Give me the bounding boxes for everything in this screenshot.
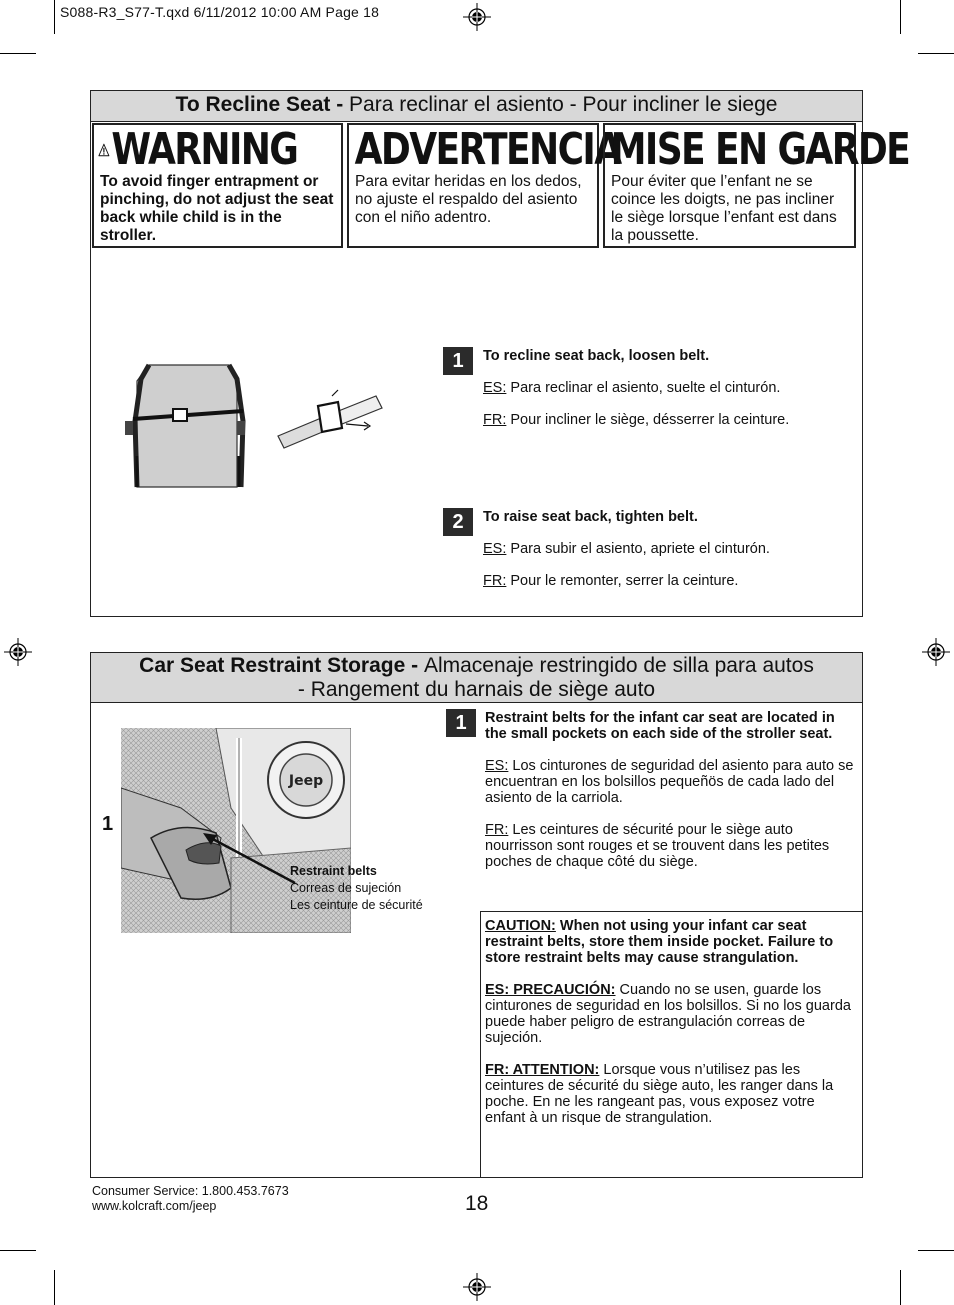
- step-text-es: ES: Los cinturones de seguridad del asiento para auto se encuentran en los bolsillos pequeñös de cada lado del asiento de la carriola.: [485, 758, 854, 806]
- seat-back-illustration: [119, 361, 249, 489]
- recline-heading-rest: Para reclinar el asiento - Pour incliner le siege: [349, 93, 778, 116]
- jeep-logo: Jeep: [288, 773, 324, 789]
- callout-label-es: Correas de sujeción: [290, 881, 402, 895]
- website-link[interactable]: www.kolcraft.com/jeep: [92, 1199, 217, 1213]
- registration-mark-icon: [463, 1273, 491, 1301]
- callout-label-en: Restraint belts: [290, 864, 377, 878]
- caution-en: CAUTION: When not using your infant car seat restraint belts, store them inside pocket. Failure to store restraint belts may cause strangulation.: [485, 918, 834, 966]
- recline-step-1: [483, 348, 853, 444]
- step-text-es: ES: Para subir el asiento, apriete el cinturón.: [483, 541, 770, 557]
- crop-mark: [54, 0, 55, 34]
- consumer-service: Consumer Service: 1.800.453.7673: [92, 1184, 289, 1198]
- step-text-en: To recline seat back, loosen belt.: [483, 348, 710, 364]
- step-number: 2: [443, 508, 473, 536]
- warning-title: MISE EN GARDE: [610, 124, 910, 175]
- file-slug: S088-R3_S77-T.qxd 6/11/2012 10:00 AM Page 18: [60, 4, 380, 20]
- figure-number: 1: [102, 813, 114, 835]
- step-text-es: ES: Para reclinar el asiento, suelte el cinturón.: [483, 380, 781, 396]
- footer-contact: [92, 1184, 289, 1214]
- crop-mark: [0, 1250, 36, 1251]
- storage-heading-rest1: Almacenaje restringido de silla para autos: [423, 654, 814, 677]
- recline-heading: [91, 91, 862, 122]
- warning-title: WARNING: [98, 127, 297, 173]
- step-text-fr: FR: Pour le remonter, serrer la ceinture.: [483, 573, 739, 589]
- caution-es: ES: PRECAUCIÓN: Cuando no se usen, guarde los cinturones de seguridad en los bolsillos. Si no los guarda puede haber peligro de estrangulación correas de sujeción.: [485, 982, 851, 1046]
- caution-fr: FR: ATTENTION: Lorsque vous n’utilisez pas les ceintures de sécurité du siège auto, les ranger dans la poche. En ne les rangeant pas, vous exposez votre enfant à un risque de strangulation.: [485, 1062, 834, 1126]
- storage-section: [90, 652, 863, 1178]
- buckle-illustration: [276, 386, 386, 456]
- crop-mark: [54, 1270, 55, 1305]
- storage-step-1: [485, 710, 855, 886]
- step-text-fr: FR: Pour incliner le siège, désserrer la ceinture.: [483, 412, 790, 428]
- warning-title: ADVERTENCIA: [354, 124, 621, 175]
- warning-triangle-icon: [98, 131, 110, 169]
- warning-text: To avoid finger entrapment or pinching, do not adjust the seat back while child is in the stroller.: [100, 173, 334, 244]
- storage-heading-bold: Car Seat Restraint Storage -: [139, 654, 424, 677]
- recline-section: [90, 90, 910, 617]
- callout-labels: [290, 863, 423, 914]
- warning-box-es: [347, 123, 621, 248]
- recline-step-2: [483, 509, 853, 605]
- step-text-en: Restraint belts for the infant car seat are located in the small pockets on each side of the stroller seat.: [485, 710, 835, 742]
- crop-mark: [918, 1250, 954, 1251]
- registration-mark-icon: [463, 3, 491, 31]
- storage-heading-rest2: - Rangement du harnais de siège auto: [297, 678, 656, 701]
- callout-arrow-icon: [201, 831, 296, 886]
- crop-mark: [900, 1270, 901, 1305]
- callout-label-fr: Les ceinture de sécurité: [290, 898, 423, 912]
- recline-heading-bold: To Recline Seat -: [175, 93, 350, 116]
- warning-text: Pour éviter que l’enfant ne se coince les doigts, ne pas incliner le siège lorsque l’enfant est dans la poussette.: [611, 173, 837, 244]
- caution-text: [485, 918, 853, 1142]
- storage-heading: [91, 653, 862, 703]
- step-number: 1: [443, 347, 473, 375]
- registration-mark-icon: [922, 638, 950, 666]
- registration-mark-icon: [4, 638, 32, 666]
- crop-mark: [918, 53, 954, 54]
- caution-box: [480, 911, 862, 1177]
- warning-text: Para evitar heridas en los dedos, no ajuste el respaldo del asiento con el niño adentro.: [355, 173, 582, 226]
- crop-mark: [0, 53, 36, 54]
- step-text-en: To raise seat back, tighten belt.: [483, 509, 698, 525]
- step-number: 1: [446, 709, 476, 737]
- step-text-fr: FR: Les ceintures de sécurité pour le siège auto nourrisson sont rouges et se trouvent dans les petites poches de chaque côté du siège.: [485, 822, 830, 870]
- crop-mark: [900, 0, 901, 34]
- page-number: 18: [465, 1192, 489, 1215]
- warning-box-en: [92, 123, 343, 248]
- warning-box-fr: [603, 123, 910, 248]
